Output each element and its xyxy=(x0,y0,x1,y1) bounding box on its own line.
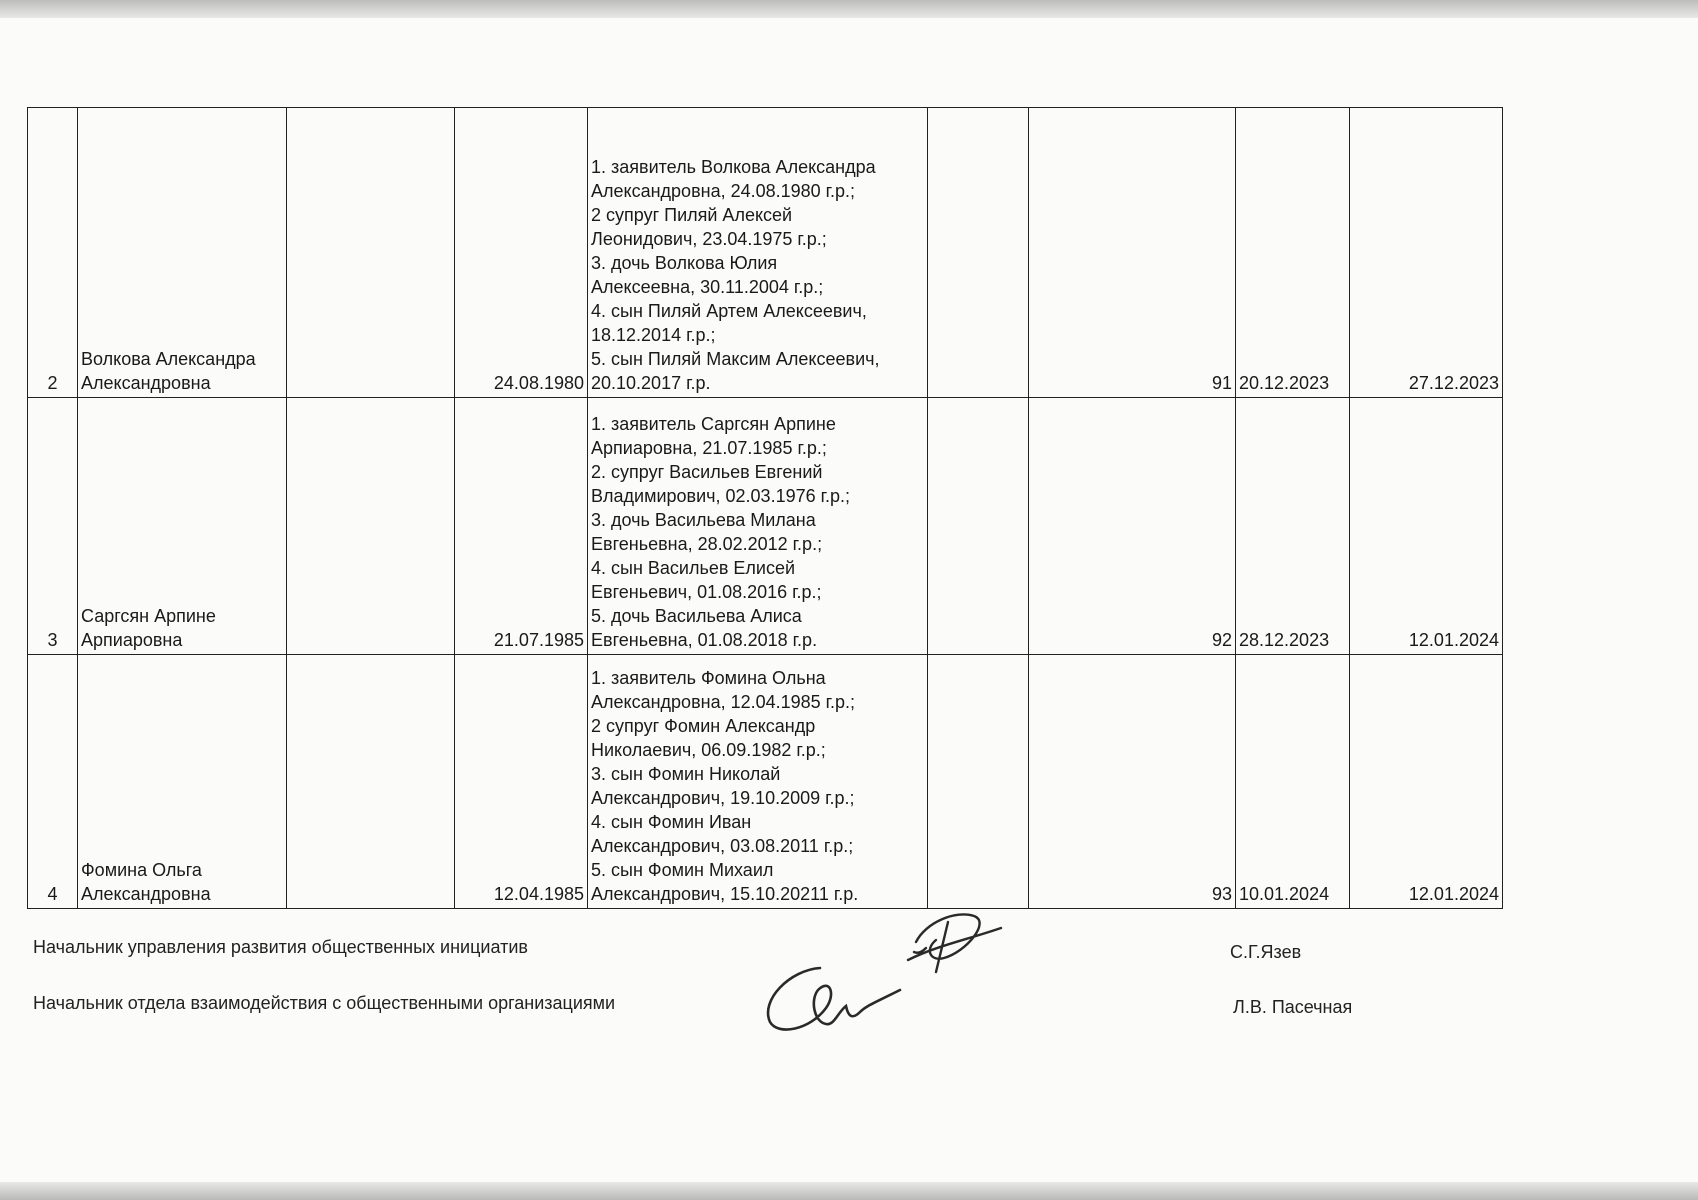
family-members xyxy=(588,108,928,398)
family-member-line: 5. сын Фомин Михаил xyxy=(591,860,774,880)
registration-date: 12.01.2024 xyxy=(1350,398,1503,655)
handwritten-signature-1 xyxy=(896,902,1006,974)
queue-number: 92 xyxy=(1029,398,1236,655)
birth-date: 21.07.1985 xyxy=(455,398,588,655)
family-member-line: 18.12.2014 г.р.; xyxy=(591,325,716,345)
signature-name-1: С.Г.Язев xyxy=(1230,942,1302,962)
family-member-line: Александрович, 15.10.20211 г.р. xyxy=(591,884,859,904)
family-member-line: Евгеньевна, 28.02.2012 г.р.; xyxy=(591,534,823,554)
family-member-line: Арпиаровна, 21.07.1985 г.р.; xyxy=(591,438,827,458)
applicant-name xyxy=(78,655,287,909)
empty-cell xyxy=(287,398,455,655)
queue-number: 93 xyxy=(1029,655,1236,909)
family-member-line: Леонидович, 23.04.1975 г.р.; xyxy=(591,229,827,249)
empty-cell xyxy=(928,108,1029,398)
applicant-name-line: Александровна xyxy=(81,373,211,393)
family-member-line: Николаевич, 06.09.1982 г.р.; xyxy=(591,740,826,760)
empty-cell xyxy=(287,108,455,398)
family-member-line: 2. супруг Васильев Евгений xyxy=(591,462,823,482)
family-member-line: 5. сын Пиляй Максим Алексеевич, xyxy=(591,349,880,369)
application-date: 20.12.2023 xyxy=(1236,108,1350,398)
row-number: 2 xyxy=(28,108,78,398)
applicant-name-line: Александровна xyxy=(81,884,211,904)
signature-title-2: Начальник отдела взаимодействия с общественными организациями xyxy=(33,993,616,1013)
family-member-line: 20.10.2017 г.р. xyxy=(591,373,711,393)
registry-table xyxy=(27,107,1503,909)
family-members xyxy=(588,655,928,909)
family-member-line: 2 супруг Пиляй Алексей xyxy=(591,205,793,225)
family-member-line: Владимирович, 02.03.1976 г.р.; xyxy=(591,486,850,506)
row-number: 4 xyxy=(28,655,78,909)
applicant-name xyxy=(78,398,287,655)
family-member-line: 1. заявитель Саргсян Арпине xyxy=(591,414,836,434)
table-row xyxy=(28,398,1503,655)
family-member-line: Алексеевна, 30.11.2004 г.р.; xyxy=(591,277,824,297)
application-date: 10.01.2024 xyxy=(1236,655,1350,909)
empty-cell xyxy=(287,655,455,909)
registration-date: 12.01.2024 xyxy=(1350,655,1503,909)
applicant-name-line: Волкова Александра xyxy=(81,349,256,369)
table-row xyxy=(28,108,1503,398)
applicant-name-line: Арпиаровна xyxy=(81,630,183,650)
family-member-line: Александрович, 19.10.2009 г.р.; xyxy=(591,788,855,808)
scan-edge-top xyxy=(0,0,1698,18)
applicant-name xyxy=(78,108,287,398)
family-member-line: 1. заявитель Фомина Ольна xyxy=(591,668,826,688)
family-member-line: 4. сын Фомин Иван xyxy=(591,812,752,832)
family-member-line: 4. сын Пиляй Артем Алексеевич, xyxy=(591,301,867,321)
signature-title-1: Начальник управления развития общественных инициатив xyxy=(33,937,528,957)
empty-cell xyxy=(928,655,1029,909)
family-member-line: 3. сын Фомин Николай xyxy=(591,764,781,784)
family-member-line: 1. заявитель Волкова Александра xyxy=(591,157,876,177)
family-member-line: 5. дочь Васильева Алиса xyxy=(591,606,802,626)
birth-date: 24.08.1980 xyxy=(455,108,588,398)
family-member-line: Евгеньевна, 01.08.2018 г.р. xyxy=(591,630,818,650)
family-member-line: Александровна, 24.08.1980 г.р.; xyxy=(591,181,856,201)
application-date: 28.12.2023 xyxy=(1236,398,1350,655)
handwritten-signature-2 xyxy=(760,960,910,1040)
family-member-line: 2 супруг Фомин Александр xyxy=(591,716,816,736)
queue-number: 91 xyxy=(1029,108,1236,398)
applicant-name-line: Фомина Ольга xyxy=(81,860,202,880)
signature-name-2: Л.В. Пасечная xyxy=(1233,997,1353,1017)
empty-cell xyxy=(928,398,1029,655)
family-members xyxy=(588,398,928,655)
family-member-line: Евгеньевич, 01.08.2016 г.р.; xyxy=(591,582,822,602)
birth-date: 12.04.1985 xyxy=(455,655,588,909)
scan-edge-bottom xyxy=(0,1182,1698,1200)
family-member-line: 3. дочь Волкова Юлия xyxy=(591,253,778,273)
family-member-line: Александровна, 12.04.1985 г.р.; xyxy=(591,692,856,712)
table-row xyxy=(28,655,1503,909)
family-member-line: 3. дочь Васильева Милана xyxy=(591,510,816,530)
family-member-line: 4. сын Васильев Елисей xyxy=(591,558,796,578)
row-number: 3 xyxy=(28,398,78,655)
registration-date: 27.12.2023 xyxy=(1350,108,1503,398)
family-member-line: Александрович, 03.08.2011 г.р.; xyxy=(591,836,854,856)
applicant-name-line: Саргсян Арпине xyxy=(81,606,216,626)
